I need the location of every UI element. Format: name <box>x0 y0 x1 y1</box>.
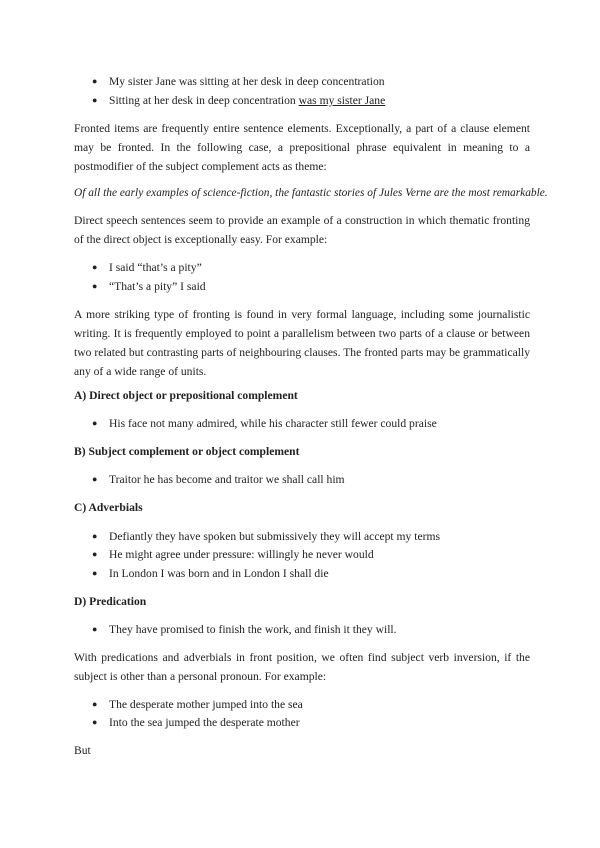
list-item-text: Traitor he has become and traitor we shall call him <box>109 473 345 486</box>
bullet-icon: ● <box>92 262 98 272</box>
list-item-text: Into the sea jumped the desperate mother <box>109 716 300 729</box>
paragraph-striking-fronting: A more striking type of fronting is found in very formal language, including some journalistic writing. It is frequently employed to point a parallelism between two parts of a clause or between two related but contrasting parts of neighbouring clauses. The fronted parts may be grammatically any of a wide range of units. <box>74 308 530 378</box>
final-word: But <box>74 744 91 757</box>
bullet-icon: ● <box>92 549 98 559</box>
bullet-icon: ● <box>92 95 98 105</box>
bullet-icon: ● <box>92 624 98 634</box>
paragraph-fronted-items: Fronted items are frequently entire sentence elements. Exceptionally, a part of a clause element may be fronted. In the following case, a prepositional phrase equivalent in meaning to a postmodifier of the subject complement acts as theme: <box>74 122 530 173</box>
section-heading-c: C) Adverbials <box>74 501 143 514</box>
list-item-text: My sister Jane was sitting at her desk in deep concentration <box>109 75 385 88</box>
list-item-text: They have promised to finish the work, and finish it they will. <box>109 623 397 636</box>
list-item-text: His face not many admired, while his character still fewer could praise <box>109 417 437 430</box>
paragraph-direct-speech: Direct speech sentences seem to provide an example of a construction in which thematic fronting of the direct object is exceptionally easy. For example: <box>74 214 530 246</box>
bullet-icon: ● <box>92 568 98 578</box>
underlined-text: was my sister Jane <box>298 94 386 107</box>
bullet-icon: ● <box>92 474 98 484</box>
list-item-text: Sitting at her desk in deep concentration <box>109 94 299 107</box>
bullet-icon: ● <box>92 531 98 541</box>
bullet-icon: ● <box>92 281 98 291</box>
bullet-icon: ● <box>92 717 98 727</box>
section-heading-d: D) Predication <box>74 595 147 608</box>
section-heading-b: B) Subject complement or object complement <box>74 445 300 458</box>
bullet-icon: ● <box>92 418 98 428</box>
section-heading-a: A) Direct object or prepositional complement <box>74 389 298 402</box>
list-item-text: In London I was born and in London I shall die <box>109 567 329 580</box>
list-item-text: “That’s a pity” I said <box>109 280 206 293</box>
list-item-text: The desperate mother jumped into the sea <box>109 698 303 711</box>
bullet-icon: ● <box>92 76 98 86</box>
bullet-icon: ● <box>92 699 98 709</box>
paragraph-predications: With predications and adverbials in front position, we often find subject verb inversion, if the subject is other than a personal pronoun. For example: <box>74 651 530 683</box>
list-item-text: I said “that’s a pity” <box>109 261 202 274</box>
list-item-text: He might agree under pressure: willingly he never would <box>109 548 374 561</box>
list-item-text: Defiantly they have spoken but submissively they will accept my terms <box>109 530 440 543</box>
example-sentence: Of all the early examples of science-fiction, the fantastic stories of Jules Verne are the most remarkable. <box>74 187 548 199</box>
